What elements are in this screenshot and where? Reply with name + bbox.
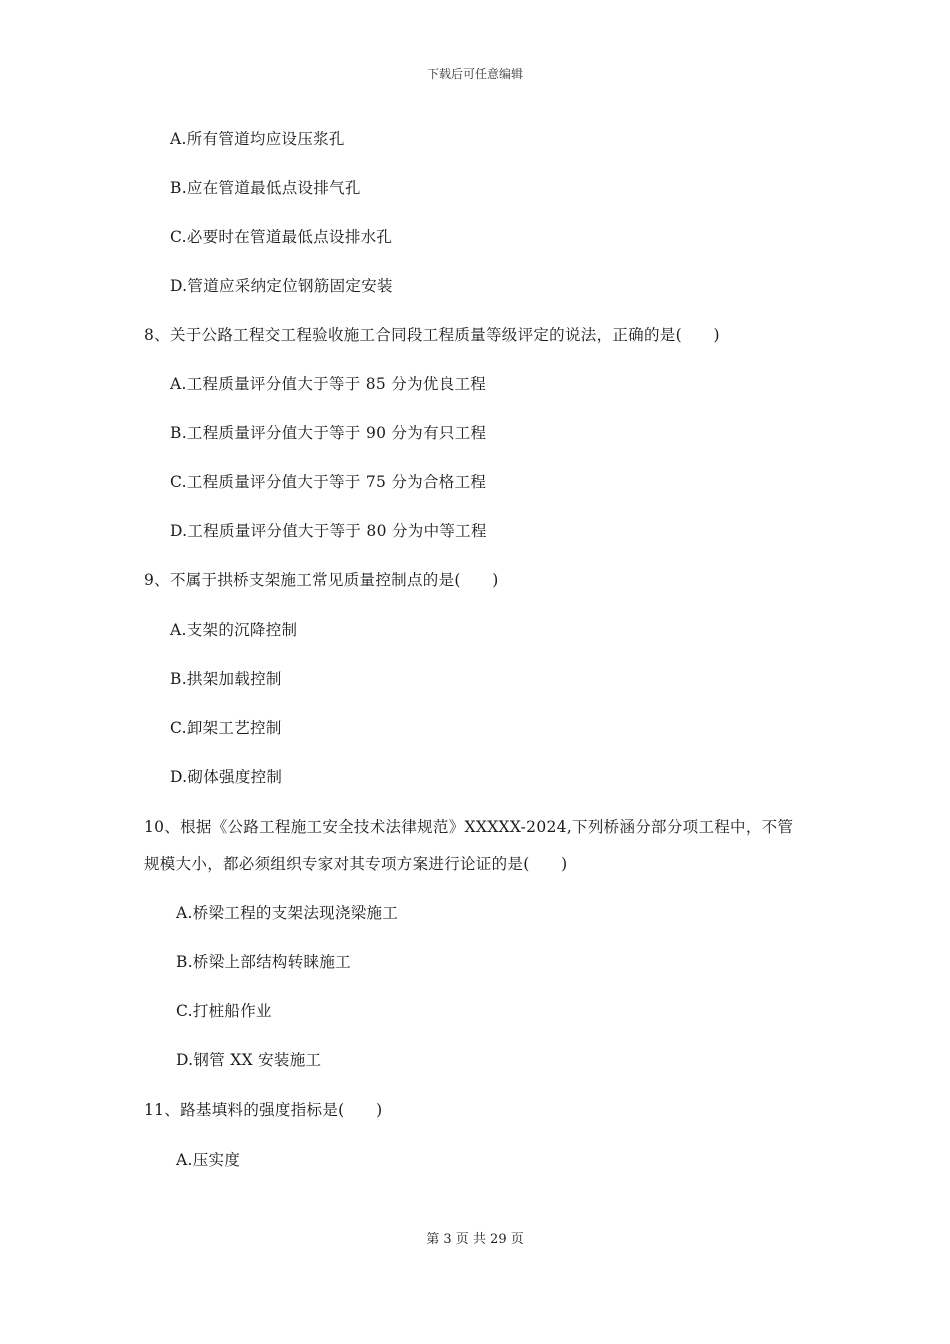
option-line: B.应在管道最低点设排气孔 — [170, 179, 361, 197]
option-line: D.砌体强度控制 — [170, 768, 283, 786]
option-line: D.工程质量评分值大于等于 80 分为中等工程 — [170, 522, 487, 540]
question-line: 9、不属于拱桥支架施工常见质量控制点的是( ) — [144, 571, 499, 589]
page-header: 下载后可任意编辑 — [426, 67, 523, 81]
option-line: A.桥梁工程的支架法现浇梁施工 — [176, 904, 399, 922]
question-line: 11、路基填料的强度指标是( ) — [144, 1101, 383, 1119]
option-line: C.工程质量评分值大于等于 75 分为合格工程 — [170, 473, 487, 491]
option-line: B.拱架加载控制 — [170, 670, 282, 688]
option-line: C.打桩船作业 — [176, 1002, 272, 1020]
option-line: D.钢管 XX 安装施工 — [176, 1051, 322, 1069]
option-line: C.卸架工艺控制 — [170, 719, 282, 737]
option-line: B.桥梁上部结构转睐施工 — [176, 953, 351, 971]
question-line: 8、关于公路工程交工程验收施工合同段工程质量等级评定的说法，正确的是( ) — [144, 326, 720, 344]
option-line: A.所有管道均应设压浆孔 — [170, 130, 345, 148]
option-line: A.压实度 — [176, 1151, 241, 1169]
option-line: C.必要时在管道最低点设排水孔 — [170, 228, 393, 246]
question-line: 规模大小，都必须组织专家对其专项方案进行论证的是( ) — [144, 855, 568, 873]
page-footer: 第 3 页 共 29 页 — [426, 1232, 524, 1247]
option-line: B.工程质量评分值大于等于 90 分为有只工程 — [170, 424, 487, 442]
question-line: 10、根据《公路工程施工安全技术法律规范》XXXXX-2024,下列桥涵分部分项工程中，不管 — [144, 818, 794, 836]
option-line: A.支架的沉降控制 — [170, 621, 298, 639]
option-line: D.管道应采纳定位钢筋固定安装 — [170, 277, 393, 295]
option-line: A.工程质量评分值大于等于 85 分为优良工程 — [170, 375, 487, 393]
